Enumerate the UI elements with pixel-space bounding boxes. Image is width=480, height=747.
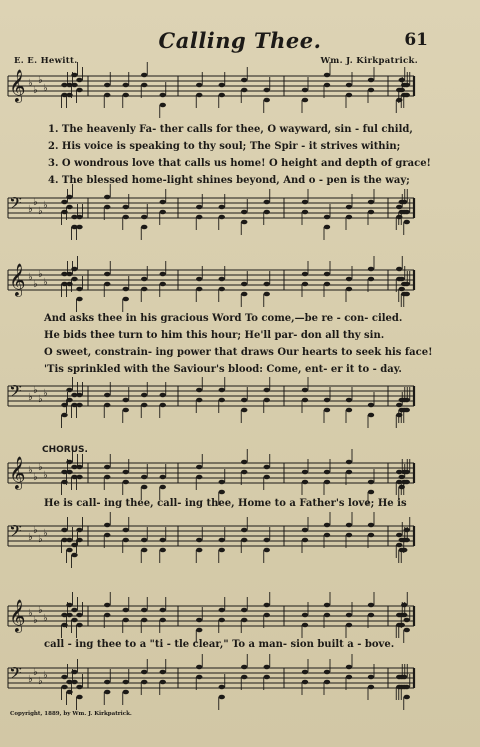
- svg-text:♭: ♭: [43, 200, 48, 211]
- svg-text:♭: ♭: [28, 608, 33, 619]
- svg-text:♭: ♭: [38, 605, 43, 616]
- svg-text:♭: ♭: [28, 204, 33, 215]
- svg-text:♭: ♭: [43, 83, 48, 94]
- svg-text:♭: ♭: [43, 613, 48, 624]
- svg-text:♭: ♭: [28, 465, 33, 476]
- svg-text:♭: ♭: [43, 528, 48, 539]
- verse-line: He bids thee turn to him this hour; He'll par- don all thy sin.: [44, 330, 385, 341]
- chorus-line-2: call - ing thee to a "ti - tle clear," To a man- sion built a - bove.: [44, 639, 395, 650]
- bass-staff-2: [0, 378, 480, 418]
- verse-line: 1. The heavenly Fa- ther calls for thee, O wayward, sin - ful child,: [48, 124, 413, 135]
- bass-staff-1: [0, 190, 480, 230]
- svg-text:♭: ♭: [43, 470, 48, 481]
- svg-text:♭: ♭: [33, 525, 38, 536]
- svg-text:𝄞: 𝄞: [9, 599, 26, 632]
- svg-text:𝄢: 𝄢: [9, 521, 22, 545]
- svg-text:♭: ♭: [43, 670, 48, 681]
- verse-line: 2. His voice is speaking to thy soul; The Spir - it strives within;: [48, 141, 401, 152]
- svg-text:𝄞: 𝄞: [9, 456, 26, 489]
- svg-text:♭: ♭: [33, 279, 38, 290]
- svg-text:♭: ♭: [33, 615, 38, 626]
- verse-line: 'Tis sprinkled with the Saviour's blood: Come, ent- er it to - day.: [44, 364, 402, 375]
- svg-text:♭: ♭: [38, 462, 43, 473]
- svg-text:𝄢: 𝄢: [9, 381, 22, 405]
- copyright-notice: Copyright, 1889, by Wm. J. Kirkpatrick.: [10, 711, 132, 717]
- svg-text:𝄞: 𝄞: [9, 69, 26, 102]
- chorus-line-1: He is call- ing thee, call- ing thee, Home to a Father's love; He is: [44, 498, 407, 509]
- svg-text:𝄢: 𝄢: [9, 193, 22, 217]
- svg-text:♭: ♭: [33, 667, 38, 678]
- svg-text:♭: ♭: [38, 206, 43, 217]
- svg-text:♭: ♭: [28, 78, 33, 89]
- treble-staff-4: [0, 598, 480, 638]
- author-credit: E. E. Hewitt.: [14, 56, 78, 66]
- treble-staff-3: [0, 455, 480, 495]
- verse-line: 3. O wondrous love that calls us home! O height and depth of grace!: [48, 158, 431, 169]
- treble-staff-1: [0, 68, 480, 108]
- treble-staff-2: [0, 262, 480, 302]
- svg-text:♭: ♭: [38, 676, 43, 687]
- svg-text:♭: ♭: [28, 272, 33, 283]
- svg-text:𝄢: 𝄢: [9, 663, 22, 687]
- svg-text:♭: ♭: [33, 472, 38, 483]
- svg-text:♭: ♭: [38, 75, 43, 86]
- chorus-label: CHORUS.: [42, 445, 88, 455]
- svg-text:♭: ♭: [33, 385, 38, 396]
- svg-text:♭: ♭: [33, 85, 38, 96]
- svg-text:♭: ♭: [43, 388, 48, 399]
- bass-staff-3: [0, 518, 480, 558]
- svg-text:♭: ♭: [38, 534, 43, 545]
- svg-text:♭: ♭: [43, 277, 48, 288]
- svg-text:♭: ♭: [28, 392, 33, 403]
- svg-text:♭: ♭: [28, 532, 33, 543]
- hymn-title: Calling Thee.: [158, 28, 322, 53]
- svg-text:♭: ♭: [28, 674, 33, 685]
- svg-text:♭: ♭: [38, 269, 43, 280]
- verse-line: 4. The blessed home-light shines beyond, And o - pen is the way;: [48, 175, 410, 186]
- svg-text:♭: ♭: [33, 197, 38, 208]
- verse-line: And asks thee in his gracious Word To come,—be re - con- ciled.: [44, 313, 403, 324]
- verse-line: O sweet, constrain- ing power that draws Our hearts to seek his face!: [44, 347, 433, 358]
- page-number: 61: [404, 30, 428, 50]
- svg-text:♭: ♭: [38, 394, 43, 405]
- svg-text:𝄞: 𝄞: [9, 263, 26, 296]
- bass-staff-4: [0, 660, 480, 700]
- composer-credit: Wm. J. Kirkpatrick.: [320, 56, 418, 66]
